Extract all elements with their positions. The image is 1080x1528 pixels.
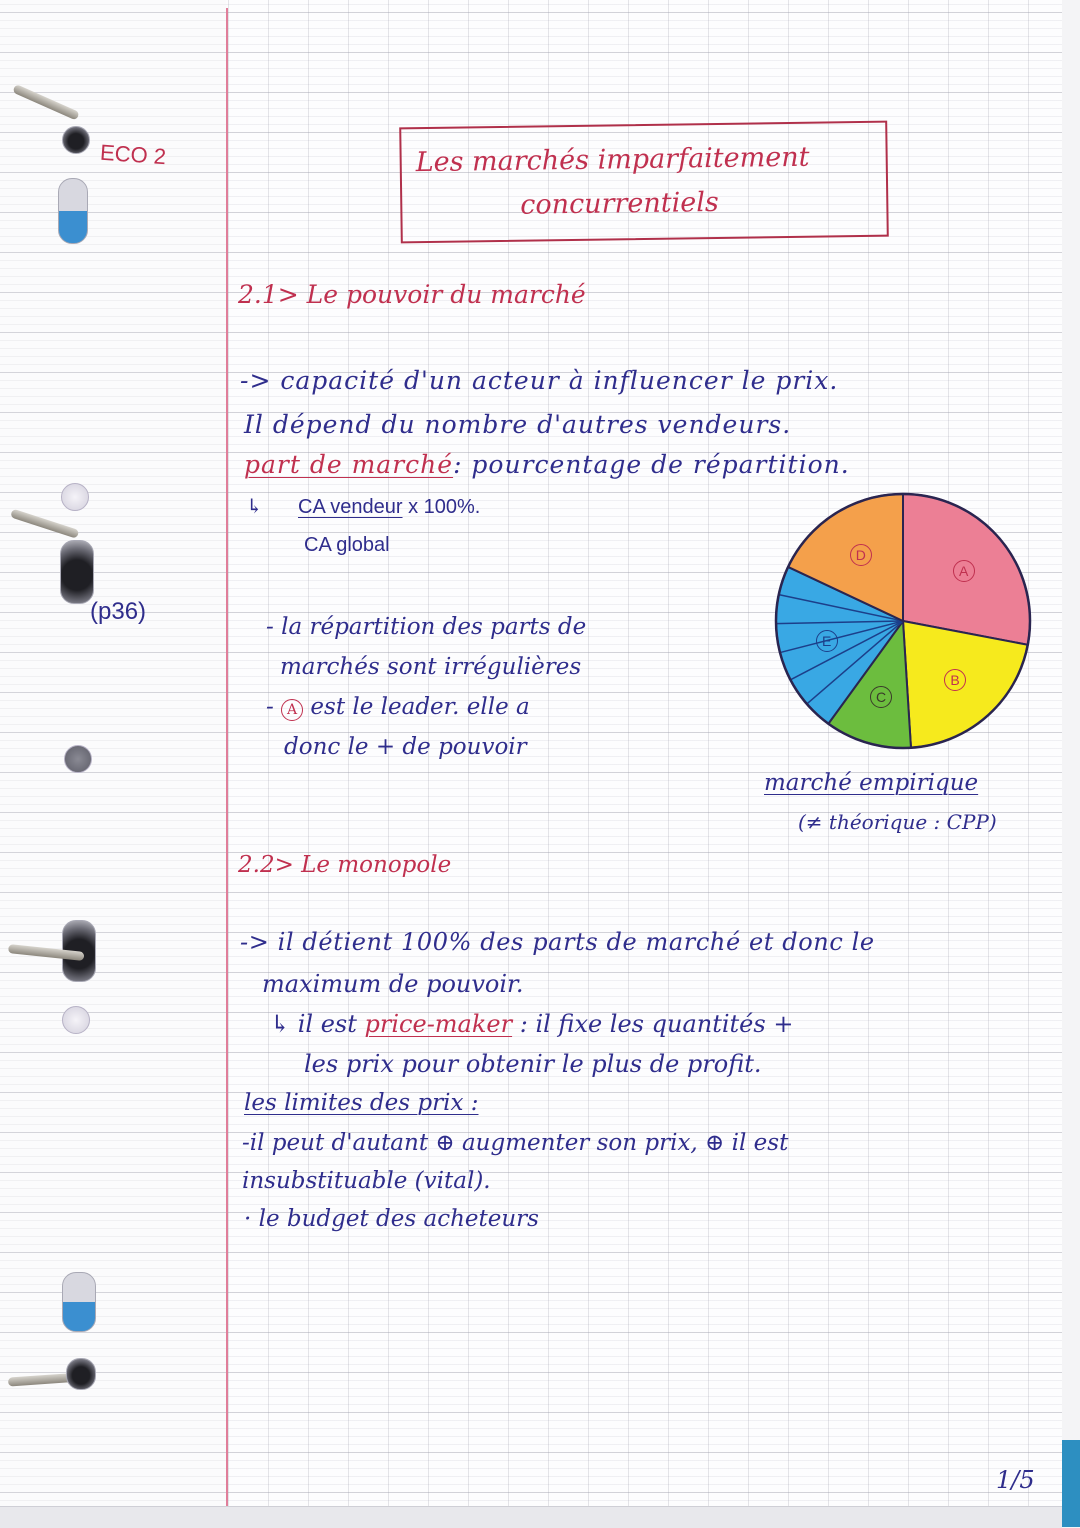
section-2-line3-rest: : il fixe les quantités + <box>519 1010 794 1038</box>
section-2-line3-prefix: ↳ il est <box>270 1010 357 1038</box>
pie-label-E: E <box>816 630 838 652</box>
formula-numerator: CA vendeur <box>298 496 403 518</box>
page-bottom-edge <box>0 1506 1062 1528</box>
binder-ring-icon <box>62 126 90 154</box>
leader-badge-A: A <box>281 699 303 721</box>
section-2-line4: les prix pour obtenir le plus de profit. <box>304 1050 762 1078</box>
title-box <box>399 121 889 244</box>
note-line2: marchés sont irrégulières <box>280 654 582 680</box>
page-title-line1: Les marchés imparfaitement <box>415 141 810 179</box>
section-2-heading: 2.2> Le monopole <box>238 852 452 878</box>
note-line1: - la répartition des parts de <box>266 614 587 640</box>
punch-hole-icon <box>64 745 92 773</box>
price-maker-term: price-maker <box>364 1010 513 1038</box>
punch-hole-icon <box>62 1006 90 1034</box>
course-code: ECO 2 <box>99 139 167 170</box>
pie-label-B: B <box>944 669 966 691</box>
note-line3-prefix: - <box>266 694 274 720</box>
page-left-margin <box>0 0 226 1508</box>
binder-clip-icon <box>58 178 88 244</box>
formula-arrow: ↳ <box>246 494 263 518</box>
note-line4: donc le + de pouvoir <box>284 734 527 760</box>
limit-2: · le budget des acheteurs <box>244 1206 539 1232</box>
page-reference: (p36) <box>90 598 147 625</box>
section-2-line2: maximum de pouvoir. <box>262 970 524 998</box>
section-1-line2: Il dépend du nombre d'autres vendeurs. <box>244 410 792 439</box>
page-title-line2: concurrentiels <box>520 186 719 221</box>
market-share-definition: : pourcentage de répartition. <box>453 450 850 479</box>
section-1-heading: 2.1> Le pouvoir du marché <box>238 280 586 309</box>
chart-subcaption: (≠ théorique : CPP) <box>798 810 997 834</box>
note-line3-text: est le leader. elle a <box>310 694 530 720</box>
section-2-line1: -> il détient 100% des parts de marché et donc le <box>240 928 875 956</box>
formula-denominator: CA global <box>304 534 390 556</box>
section-1-line1: -> capacité d'un acteur à influencer le prix. <box>240 366 839 395</box>
limits-heading: les limites des prix : <box>244 1090 479 1116</box>
pie-label-D: D <box>850 544 872 566</box>
binder-ring-icon <box>66 1358 96 1390</box>
limit-1b: insubstituable (vital). <box>242 1168 491 1194</box>
binder-ring-icon <box>60 540 94 604</box>
margin-line <box>226 8 228 1508</box>
market-share-term: part de marché <box>244 450 454 479</box>
pie-label-A: A <box>953 560 975 582</box>
chart-caption: marché empirique <box>764 770 979 796</box>
pie-label-C: C <box>870 686 892 708</box>
punch-hole-icon <box>61 483 89 511</box>
binder-clip-icon <box>62 1272 96 1332</box>
pie-labels <box>772 490 1034 752</box>
formula-multiplier: x 100%. <box>408 496 481 518</box>
page-number: 1/5 <box>996 1466 1035 1494</box>
binder-edge <box>1062 1440 1080 1527</box>
limit-1a: -il peut d'autant ⊕ augmenter son prix, ⊕ il est <box>242 1130 789 1156</box>
